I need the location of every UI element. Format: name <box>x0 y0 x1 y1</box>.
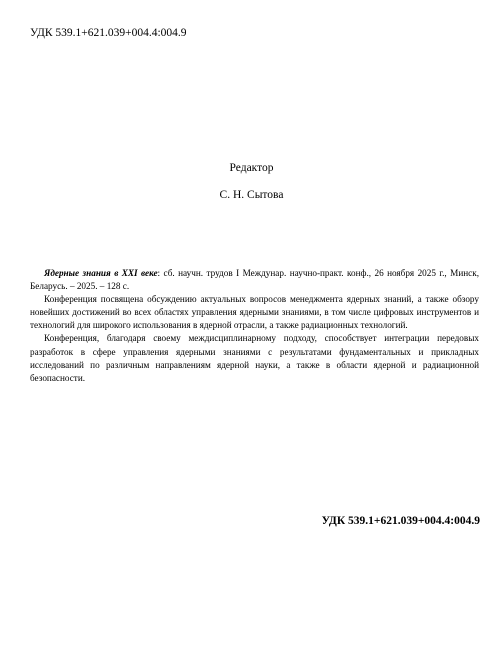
udk-footer: УДК 539.1+621.039+004.4:004.9 <box>321 515 480 527</box>
editor-name: С. Н. Сытова <box>219 189 284 201</box>
abstract-paragraph-1: Конференция посвящена обсуждению актуальных вопросов менеджмента ядерных знаний, а также обзору новейших достижений во всех областях управления ядерными знаниями, в том числе цифровых инструментов и технологий для широкого использования в ядерной отрасли, а также радиационных технологий. <box>30 294 479 331</box>
editor-label: Редактор <box>229 162 274 174</box>
citation-paragraph <box>30 267 479 293</box>
udk-header: УДК 539.1+621.039+004.4:004.9 <box>30 27 187 39</box>
book-title: Ядерные знания в XXI веке <box>44 268 158 278</box>
abstract-block <box>30 267 479 385</box>
abstract-paragraph-2: Конференция, благодаря своему междисциплинарному подходу, способствует интеграции передовых разработок в сфере управления ядерными знаниями с результатами фундаментальных и прикладных исследований по различным направлениям ядерной науки, а также в области ядерной и радиационной безопасности. <box>30 333 479 383</box>
citation-details: : сб. научн. трудов I Междунар. научно-практ. конф., 26 ноября 2025 г., Минск, Беларусь. – 2025. – 128 с. <box>30 268 479 292</box>
